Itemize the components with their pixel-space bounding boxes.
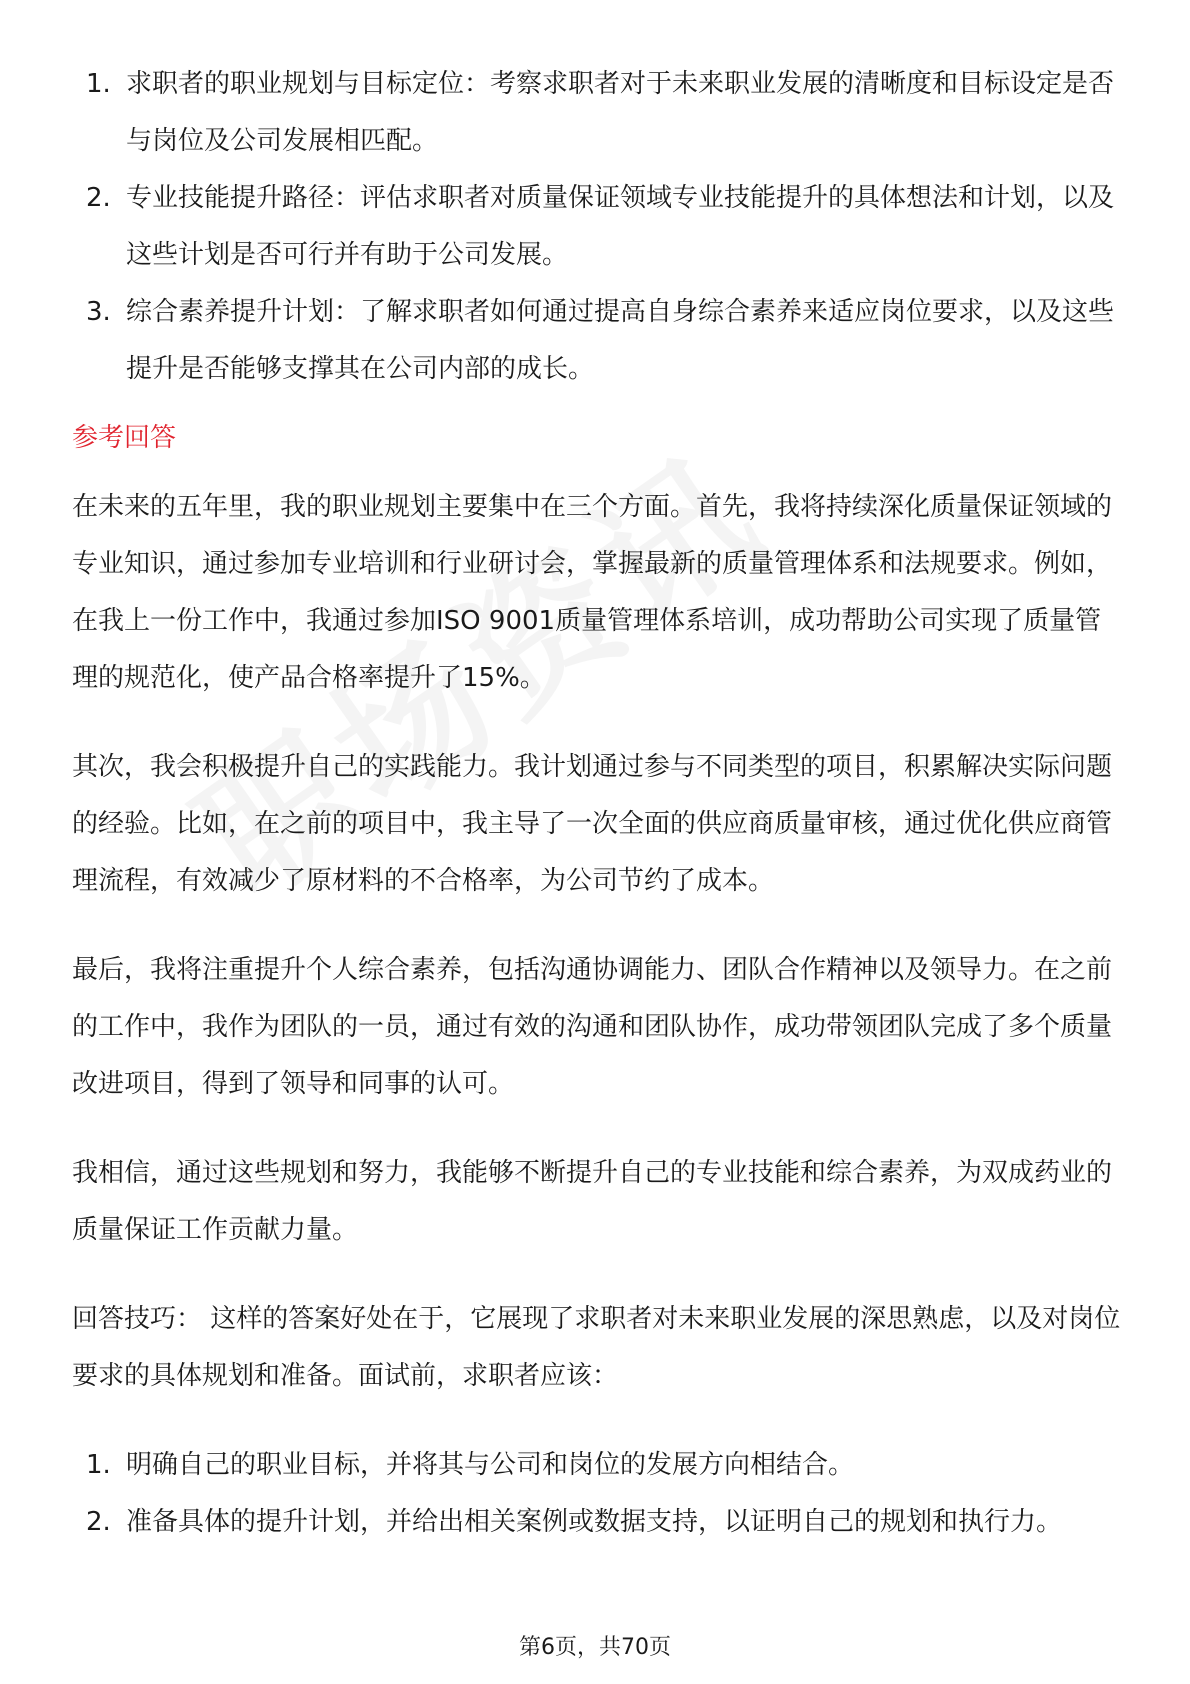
tips-list xyxy=(72,1437,1122,1551)
list-item-text: 明确自己的职业目标，并将其与公司和岗位的发展方向相结合。 xyxy=(126,1450,855,1480)
list-item-text: 专业技能提升路径：评估求职者对质量保证领域专业技能提升的具体想法和计划，以及这些计划是否可行并有助于公司发展。 xyxy=(126,183,1115,270)
list-item-text: 综合素养提升计划：了解求职者如何通过提高自身综合素养来适应岗位要求，以及这些提升是否能够支撑其在公司内部的成长。 xyxy=(126,297,1115,384)
answer-paragraph: 最后，我将注重提升个人综合素养，包括沟通协调能力、团队合作精神以及领导力。在之前的工作中，我作为团队的一员，通过有效的沟通和团队协作，成功带领团队完成了多个质量改进项目，得到了领导和同事的认可。 xyxy=(72,955,1113,1099)
list-item-number: 1. xyxy=(86,69,111,99)
list-item xyxy=(72,56,1122,170)
list-item-text: 求职者的职业规划与目标定位：考察求职者对于未来职业发展的清晰度和目标设定是否与岗位及公司发展相匹配。 xyxy=(126,69,1115,156)
list-item-number: 2. xyxy=(86,1507,111,1537)
list-item-text: 准备具体的提升计划，并给出相关案例或数据支持，以证明自己的规划和执行力。 xyxy=(126,1507,1063,1537)
section-heading: 参考回答 xyxy=(72,423,177,453)
document-content xyxy=(72,56,1122,1551)
list-item xyxy=(72,284,1122,398)
tips-paragraph: 回答技巧： 这样的答案好处在于，它展现了求职者对未来职业发展的深思熟虑，以及对岗位要求的具体规划和准备。面试前，求职者应该： xyxy=(72,1304,1121,1391)
list-item xyxy=(72,1437,1122,1494)
list-item-number: 3. xyxy=(86,297,111,327)
page-number-footer: 第6页，共70页 xyxy=(519,1635,671,1660)
answer-paragraph: 我相信，通过这些规划和努力，我能够不断提升自己的专业技能和综合素养，为双成药业的质量保证工作贡献力量。 xyxy=(72,1158,1113,1245)
answer-paragraph: 在未来的五年里，我的职业规划主要集中在三个方面。首先，我将持续深化质量保证领域的专业知识，通过参加专业培训和行业研讨会，掌握最新的质量管理体系和法规要求。例如，在我上一份工作中，我通过参加ISO 9001质量管理体系培训，成功帮助公司实现了质量管理的规范化，使产品合格率提升了15%。 xyxy=(72,492,1113,693)
evaluation-points-list xyxy=(72,56,1122,398)
list-item-number: 1. xyxy=(86,1450,111,1480)
answer-paragraph: 其次，我会积极提升自己的实践能力。我计划通过参与不同类型的项目，积累解决实际问题的经验。比如，在之前的项目中，我主导了一次全面的供应商质量审核，通过优化供应商管理流程，有效减少了原材料的不合格率，为公司节约了成本。 xyxy=(72,752,1113,896)
list-item xyxy=(72,170,1122,284)
list-item xyxy=(72,1494,1122,1551)
list-item-number: 2. xyxy=(86,183,111,213)
